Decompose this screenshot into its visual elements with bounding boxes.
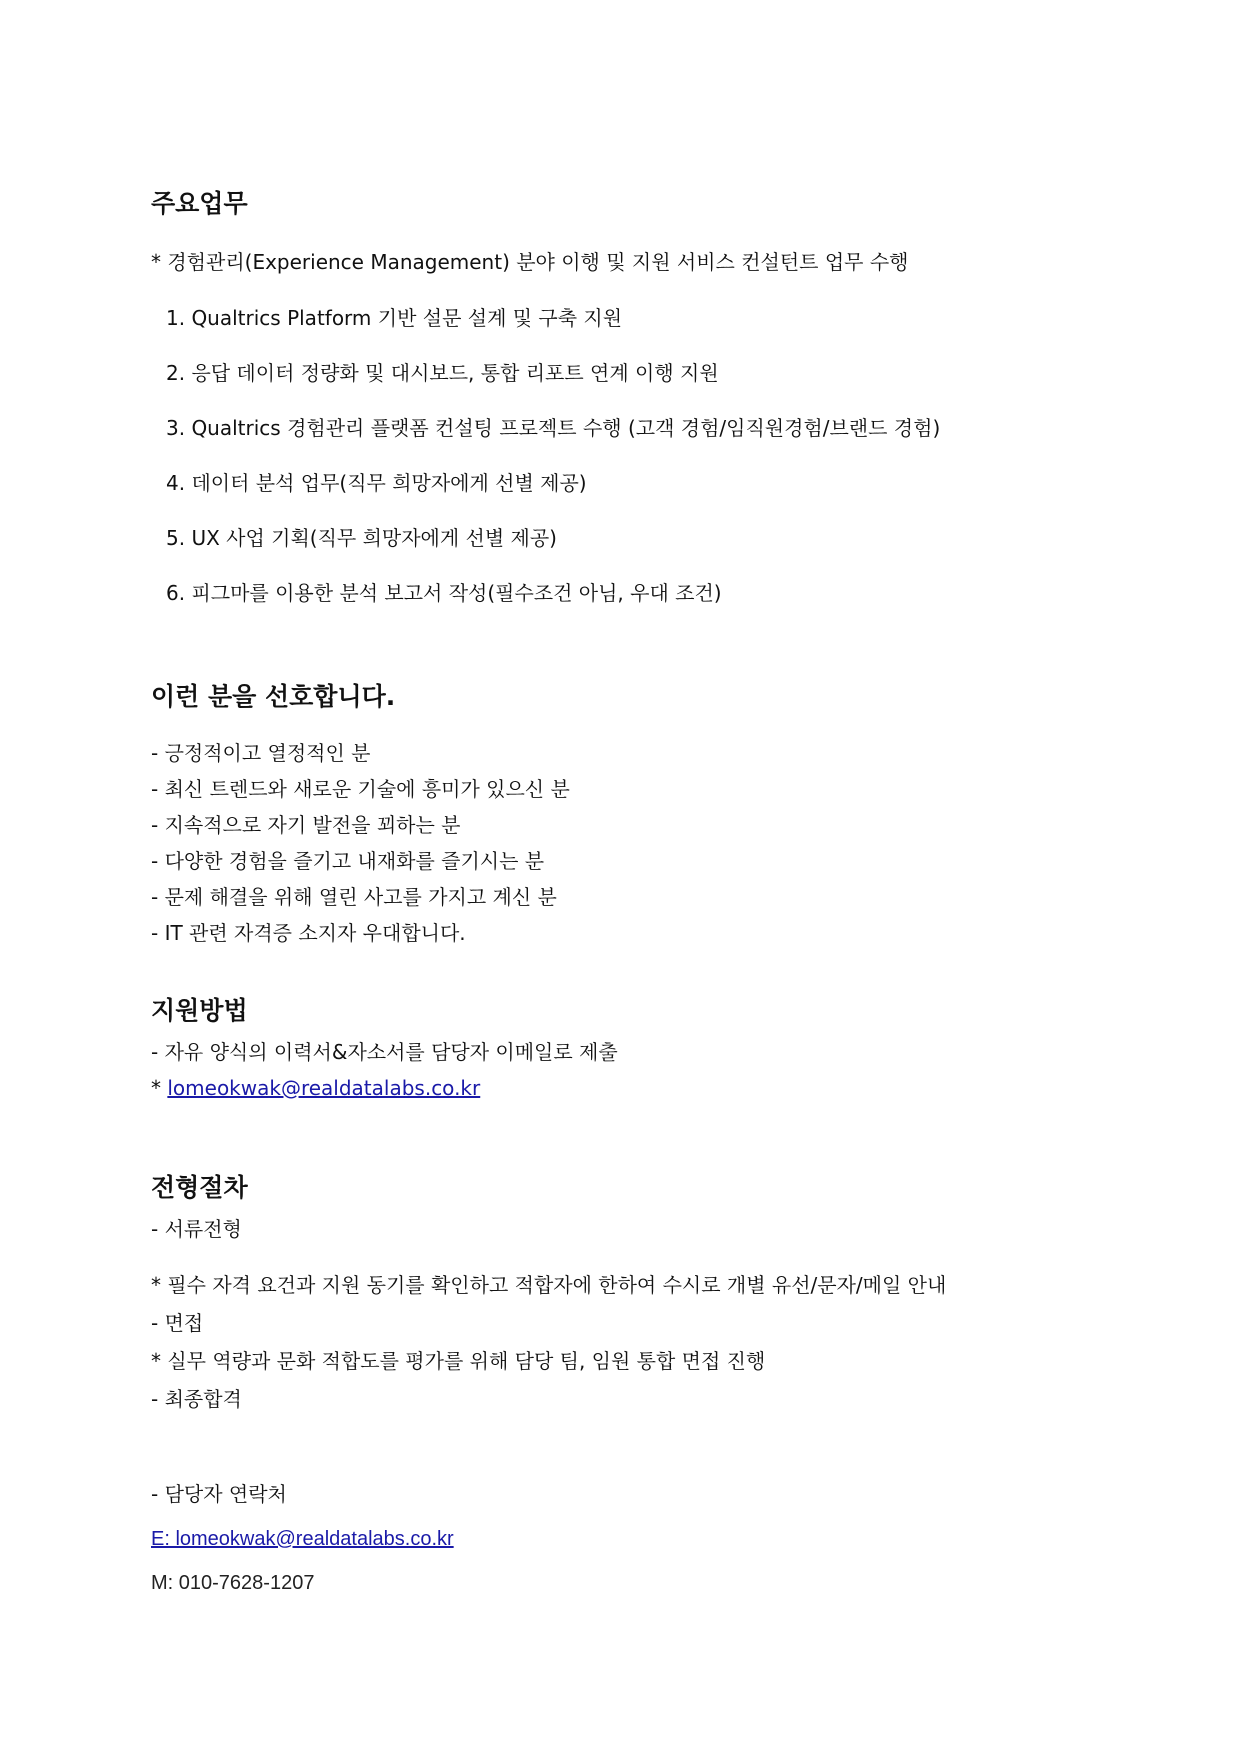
preferred-item: - 다양한 경험을 즐기고 내재화를 즐기시는 분 <box>151 849 545 873</box>
contact-email-link[interactable]: E: lomeokwak@realdatalabs.co.kr <box>151 1528 454 1550</box>
section-title-process: 전형절차 <box>151 1173 248 1202</box>
duties-intro: * 경험관리(Experience Management) 분야 이행 및 지원 서비스 컨설턴트 업무 수행 <box>151 250 909 274</box>
apply-email-line <box>151 1076 480 1100</box>
section-title-how-to-apply: 지원방법 <box>151 996 248 1025</box>
duty-item: 6. 피그마를 이용한 분석 보고서 작성(필수조건 아님, 우대 조건) <box>166 581 722 605</box>
duty-item: 3. Qualtrics 경험관리 플랫폼 컨설팅 프로젝트 수행 (고객 경험/임직원경험/브랜드 경험) <box>166 416 941 440</box>
duty-item: 2. 응답 데이터 정량화 및 대시보드, 통합 리포트 연계 이행 지원 <box>166 361 719 385</box>
process-item: - 최종합격 <box>151 1387 242 1411</box>
process-item: - 면접 <box>151 1311 204 1335</box>
preferred-item: - 지속적으로 자기 발전을 꾀하는 분 <box>151 813 461 837</box>
apply-email-link[interactable]: lomeokwak@realdatalabs.co.kr <box>167 1076 481 1100</box>
section-title-preferred: 이런 분을 선호합니다. <box>151 682 396 711</box>
duty-item: 4. 데이터 분석 업무(직무 희망자에게 선별 제공) <box>166 471 587 495</box>
contact-phone: M: 010-7628-1207 <box>151 1572 315 1594</box>
process-item: * 실무 역량과 문화 적합도를 평가를 위해 담당 팀, 임원 통합 면접 진행 <box>151 1349 766 1373</box>
section-title-main-duties: 주요업무 <box>151 189 248 218</box>
preferred-item: - 문제 해결을 위해 열린 사고를 가지고 계신 분 <box>151 885 557 909</box>
preferred-item: - IT 관련 자격증 소지자 우대합니다. <box>151 921 466 945</box>
preferred-item: - 최신 트렌드와 새로운 기술에 흥미가 있으신 분 <box>151 777 570 801</box>
apply-email-bullet: * <box>151 1076 168 1100</box>
preferred-item: - 긍정적이고 열정적인 분 <box>151 741 371 765</box>
process-item: - 서류전형 <box>151 1217 242 1241</box>
contact-email-line <box>151 1528 454 1551</box>
duty-item: 5. UX 사업 기획(직무 희망자에게 선별 제공) <box>166 526 557 550</box>
contact-label: - 담당자 연락처 <box>151 1482 287 1506</box>
process-item: * 필수 자격 요건과 지원 동기를 확인하고 적합자에 한하여 수시로 개별 유선/문자/메일 안내 <box>151 1273 947 1297</box>
duty-item: 1. Qualtrics Platform 기반 설문 설계 및 구축 지원 <box>166 306 623 330</box>
apply-instruction: - 자유 양식의 이력서&자소서를 담당자 이메일로 제출 <box>151 1040 618 1064</box>
